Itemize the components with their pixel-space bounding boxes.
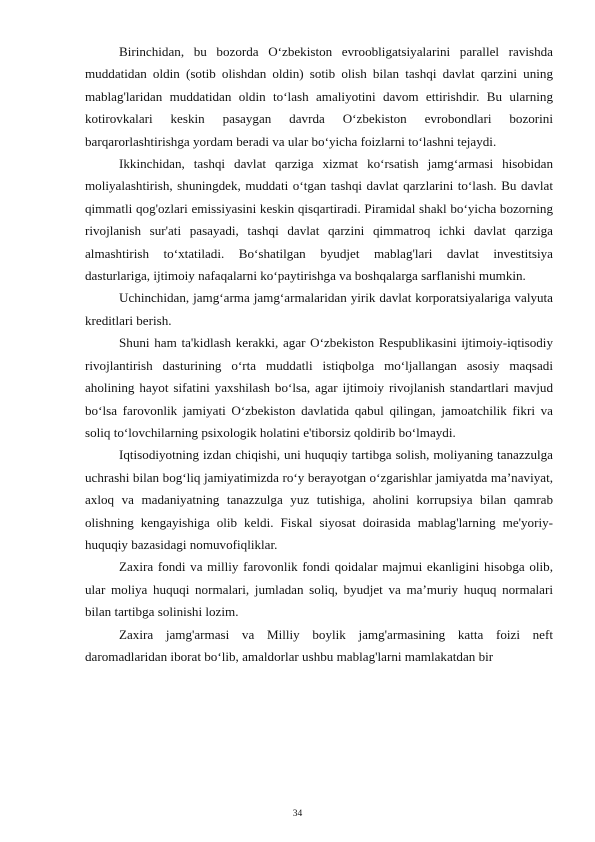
paragraph-6: Zaxira fondi va milliy farovonlik fondi qoidalar majmui ekanligini hisobga olib, ular moliya huquqi normalari, jumladan soliq, byudjet va ma’muriy huquq normalari bilan tartibga solinishi lozim.	[85, 559, 553, 620]
paragraph-7: Zaxira jamg'armasi va Milliy boylik jamg'armasining katta foizi neft daromadlaridan iborat bo‘lib, amaldorlar ushbu mablag'larni mamlakatdan bir	[85, 626, 553, 664]
paragraph-2: Ikkinchidan, tashqi davlat qarziga xizmat ko‘rsatish jamg‘armasi hisobidan moliyalashtirish, shuningdek, muddati o‘tgan tashqi davlat qarzlarini to‘lash. Bu davlat qimmatli qog'ozlari emissiyasini keskin qisqartiradi. Piramidal shakl bo‘yicha bozorning rivojlanish sur'ati pasayadi, tashqi davlat qarzini qimmatroq ichki davlat qarziga almashtirish to‘xtatiladi. Bo‘shatilgan byudjet mablag'lari davlat investitsiya dasturlariga, ijtimoiy nafaqalarni ko‘paytirishga va boshqalarga sarflanishi mumkin.	[85, 156, 553, 284]
paragraph-1: Birinchidan, bu bozorda O‘zbekiston evroobligatsiyalarini parallel ravishda muddatidan oldin (sotib olishdan oldin) sotib olish bilan tashqi davlat qarzini uning mablag'laridan muddatidan oldin to‘lash amaliyotini davom ettirishdir. Bu ularning kotirovkalari keskin pasaygan davrda O‘zbekiston evrobondlari bozorini barqarorlashtirishga yordam beradi va ular bo‘yicha foizlarni to‘lashni tejaydi.	[85, 44, 553, 149]
paragraph-5: Iqtisodiyotning izdan chiqishi, uni huquqiy tartibga solish, moliyaning tanazzulga uchrashi bilan bog‘liq jamiyatimizda ro‘y berayotgan o‘zgarishlar jamiyatda ma’naviyat, axloq va madaniyatning tanazzulga yuz tutishiga, aholini korrupsiya bilan qamrab olishning kengayishiga olib keldi. Fiskal siyosat doirasida mablag'larning me'yoriy-huquqiy bazasidagi nomuvofiqliklar.	[85, 447, 553, 552]
page-number: 34	[292, 809, 303, 819]
paragraph-4: Shuni ham ta'kidlash kerakki, agar O‘zbekiston Respublikasini ijtimoiy-iqtisodiy rivojlantirish dasturining o‘rta muddatli istiqbolga mo‘ljallangan asosiy maqsadi aholining hayot sifatini yaxshilash bo‘lsa, agar ijtimoiy rivojlanish standartlari mavjud bo‘lsa farovonlik jamiyati O‘zbekiston davlatida qabul qilingan, jamoatchilik fikri va soliq to‘lovchilarning psixologik holatini e'tiborsiz qoldirib bo‘lmaydi.	[85, 335, 553, 440]
paragraph-3: Uchinchidan, jamg‘arma jamg‘armalaridan yirik davlat korporatsiyalariga valyuta kreditlari berish.	[85, 290, 553, 328]
document-body	[85, 41, 553, 668]
